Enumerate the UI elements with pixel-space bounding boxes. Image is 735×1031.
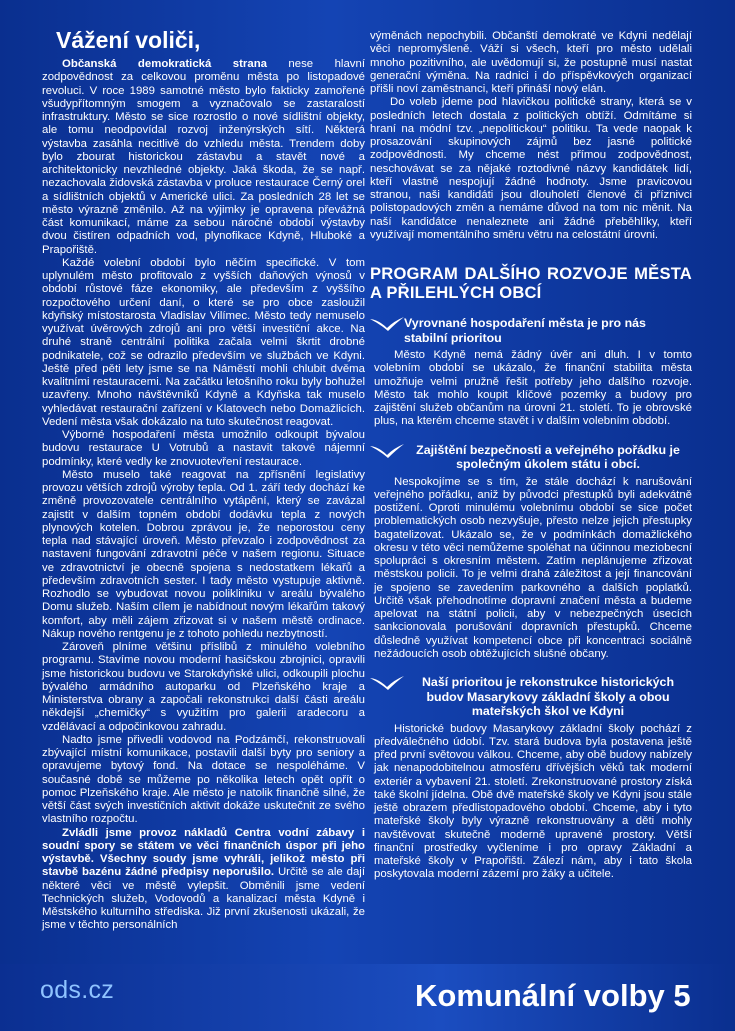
program-title: PROGRAM DALŠÍHO ROZVOJE MĚSTA A PŘILEHLÝCH OBCÍ [370, 264, 692, 302]
section-schools-text: Historické budovy Masarykovy základní školy pochází z předválečného údobí. Tzv. stará budova byla postavena ještě před první světovou válkou. Chceme, aby obě budovy nabízely jak nenapodobitelnou atmosféru dřívějších věků tak moderní exteriér a vybavení 21. století. Zrekonstruované prostory získá také školní jídelna. Obě dvě mateřské školy ve Kdyni jsou stále ještě obrazem předlistopadového období. Chceme, aby i tyto mateřské školy byly výrazně rekonstruovány a děti mohly navštěvovat skutečně moderně upravené prostory. Větší finanční prostředky vyčleníme i pro opravy Základní a mateřské školy v Prapořišti. Zálezí nám, aby i tato škola poskytovala moderní zázemí pro žáky a učitele. [374, 722, 692, 881]
left-column [42, 28, 365, 933]
paragraph-4: Město muselo také reagovat na zpřísnění legislativy provozu větších zdrojů výroby tepla. Od 1. září tedy dochází ke změně provozovatele centrálního vytápění, který se zavázal zajistit v dalším topném období dodávku tepla z nových plynových kotelen. Dobrou zprávou je, že neporostou ceny tepla nad stávající úroveň. Město převzalo i zodpovědnost za nastavení fungování zdravotní péče v našem regionu. Situace ve zdravotnictví je obecně spojena s nedostatkem lékařů a především zdravotních sester. I tady město vystupuje aktivně. Rozhodlo se vybudovat novou polikliniku v areálu bývalého Domu služeb. Naším cílem je nabídnout novým lékařům takový komfort, aby měli zájem zřizovat si v našem městě ordinace. Nákup nového rentgenu je z tohoto pohledu nezbytností. [42, 468, 365, 640]
intro-paragraph: Občanská demokratická strana nese hlavní zodpovědnost za celkovou proměnu města po listopadové revoluci. V roce 1989 samotné město bylo fakticky zamořené všudypřítomným smogem a vyznačovalo se zastaralostí infrastruktury. Město se sice rozrostlo o nové sídlištní objekty, ale tomu neodpovídal rozvoj inženýrských sítí. Některá výstavba zasáhla necitlivě do vzhledu města. Trendem doby bylo zbourat historickou zástavbu a stavět nové a architektonicky nevzhledné objekty. Jaká škoda, že se např. nezachovala židovská zástavba v proluce restaurace Černý orel a sídlištních objektů v Americké ulici. Za posledních 28 let se město výrazně změnilo. Až na výjimky je opravena převážná část komunikací, máme za sebou náročné období výstavby dvou čistíren odpadních vod, plynofikace Kdyně, Hluboké a Prapořiště. [42, 58, 365, 256]
election-slogan: Komunální volby 5 [415, 978, 691, 1013]
section-security-text: Nespokojíme se s tím, že stále dochází k narušování veřejného pořádku, aniž by původci přestupků byli adekvátně postižení. Oproti minulému volebnímu období se sice počet problematických osob nezvyšuje, přesto nelze jejich přestupky bagatelizovat. Ukázalo se, že v podmínkách domažlického okresu v této věci nemůžeme spoléhat na účinnou meziobecní spolupráci s okresním městem. Zatím neplánujeme zřizovat městskou policii. To je velmi drahá záležitost a její financování je spojeno se zavedením parkovného a dalších poplatků. Určitě však přehodnotíme dopravní značení města a budeme apelovat na státní policii, aby v nebezpečných úsecích sankcionovala porušování dopravních přestupků. Chceme důsledně využívat kompetencí obce při koncentraci sociálně nežádoucích osob obtěžujících slušné občany. [374, 475, 692, 660]
section-finance [370, 316, 692, 429]
paragraph-6: Nadto jsme přivedli vodovod na Podzámčí, rekonstruovali zbývající místní komunikace, postavili další byty pro seniory a opravujeme bytový fond. Na dotace se nespoléháme. V současné době se můžeme po několika letech opět opřít o pomoc Plzeňského kraje. Ale město je natolik finančně silné, že větší část svých investičních aktivit dokáže uskutečnit ze svého vlastního rozpočtu. [42, 733, 365, 826]
section-finance-text: Město Kdyně nemá žádný úvěr ani dluh. I v tomto volebním období se ukázalo, že finanční stabilita města umožňuje velmi pružně řešit potřeby jeho dalšího rozvoje. Město tak mohlo koupit klíčové pozemky a budovy pro zajištění služeb občanům na úrovni 21. století. To je obrovské plus, na kterém chceme stavět i v dalším volebním období. [374, 349, 692, 428]
party-name: Občanská demokratická strana [62, 58, 267, 70]
section-finance-title: Vyrovnané hospodaření města je pro nás stabilní prioritou [404, 316, 646, 345]
paragraph-7: Zvládli jsme provoz nákladů Centra vodní zábavy i soudní spory se státem ve věci finančních úspor při jeho výstavbě. Všechny soudy jsme vyhráli, jelikož město při stavbě bazénu žádné předpisy neporušilo. Určitě se ale dají některé věci ve městě vylepšit. Obměnili jsme vedení Technických služeb, Vodovodů a kanalizací města Kdyně i Městského kulturního střediska. Již první zkušenosti ukázali, že jsme v těchto personálních [42, 826, 365, 932]
section-schools-title: Naší prioritou je rekonstrukce historických budov Masarykovy základní školy a obou mateřských škol ve Kdyni [421, 675, 675, 718]
bold-statement: Zvládli jsme provoz nákladů Centra vodní zábavy i soudní spory se státem ve věci finančních úspor při jeho výstavbě. Všechny soudy jsme vyhráli, jelikož město při stavbě bazénu žádné předpisy neporušilo. [42, 826, 365, 879]
section-security-title: Zajištění bezpečnosti a veřejného pořádku je společným úkolem státu i obcí. [416, 442, 680, 471]
paragraph-3: Výborné hospodaření města umožnilo odkoupit bývalou budovu restaurace U Votrubů a nastavit takové nájemní podmínky, které vedly ke znovuotevření restaurace. [42, 429, 365, 468]
greeting-heading: Vážení voliči, [56, 27, 201, 53]
paragraph-8: výměnách nepochybili. Občanští demokraté ve Kdyni nedělají věci nepromyšleně. Váží si všech, kteří pro město udělali mnoho pozitivního, ale uvědomují si, že postupně musí nastat generační výměna. Na radnici i do příspěvkových organizací přišli noví zaměstnanci, kteří přináší nový elán. [370, 30, 692, 95]
ods-bird-icon [370, 316, 404, 335]
section-security [370, 443, 692, 662]
website-link[interactable]: ods.cz [40, 976, 115, 1004]
paragraph-9: Do voleb jdeme pod hlavičkou politické strany, která se v posledních letech dostala z politických obtíží. Odmítáme si hraní na módní tzv. „nepolitickou“ politiku. Ta vede naopak k prosazování skupinových zájmů bez jasné politické zodpovědnosti. My chceme nést přímou zodpovědnost, neschovávat se za nějaké roztodivné názvy kandidátek lidí, kteří vlastně nespojují žádné hodnoty. Jsme pravicovou stranou, naši kandidáti jsou dlouholetí členové či příznivci polistopadových změn a nemáme důvod na tom nic měnit. Na naší kandidátce nenaleznete ani žádné přeběhlíky, kteří využívají momentálního směru větru na celostátní úrovni. [370, 96, 692, 241]
paragraph-2: Každé volební období bylo něčím specifické. V tom uplynulém město profitovalo z vyšších daňových výnosů v období růstové fáze ekonomiky, ale především z vyššího rozpočtového určení daní, o které se pro obce zasloužil kdyňský místostarosta Vladislav Vilímec. Město tedy nemuselo využívat úvěrových zdrojů ani pro větší investiční akce. Na druhé straně centrální politika začala velmi škrtit drobné podnikatele, což se odrazilo především ve službách ve Kdyni. Ještě před pěti lety jsme se na Náměstí mohli chlubit dvěma kvalitními restauracemi. Na začátku letošního roku byly bohužel uzavřeny. Mnoho návštěvníků Kdyně a Kdyňska tak muselo vyhledávat restaurační zařízení v Klatovech nebo Domažlicích. Vedení města však dokázalo na tuto skutečnost reagovat. [42, 256, 365, 428]
ods-bird-icon [370, 443, 404, 462]
section-schools [370, 675, 692, 882]
paragraph-5: Zároveň plníme většinu příslibů z minulého volebního programu. Stavíme novou moderní hasičskou zbrojnici, opravili jsme historickou budovu ve Starokdyňské ulici, odkoupili plochu bývalého armádního autoparku od Plzeňského kraje a Ministerstva obrany a započali rekonstrukci další části areálu někdejší „chemičky“ s využitím pro galerii aradecoru a vzdělávací a odpočinkovou zahradu. [42, 641, 365, 733]
program-heading-block [370, 264, 692, 302]
ods-bird-icon [370, 675, 404, 694]
right-column [370, 30, 692, 882]
